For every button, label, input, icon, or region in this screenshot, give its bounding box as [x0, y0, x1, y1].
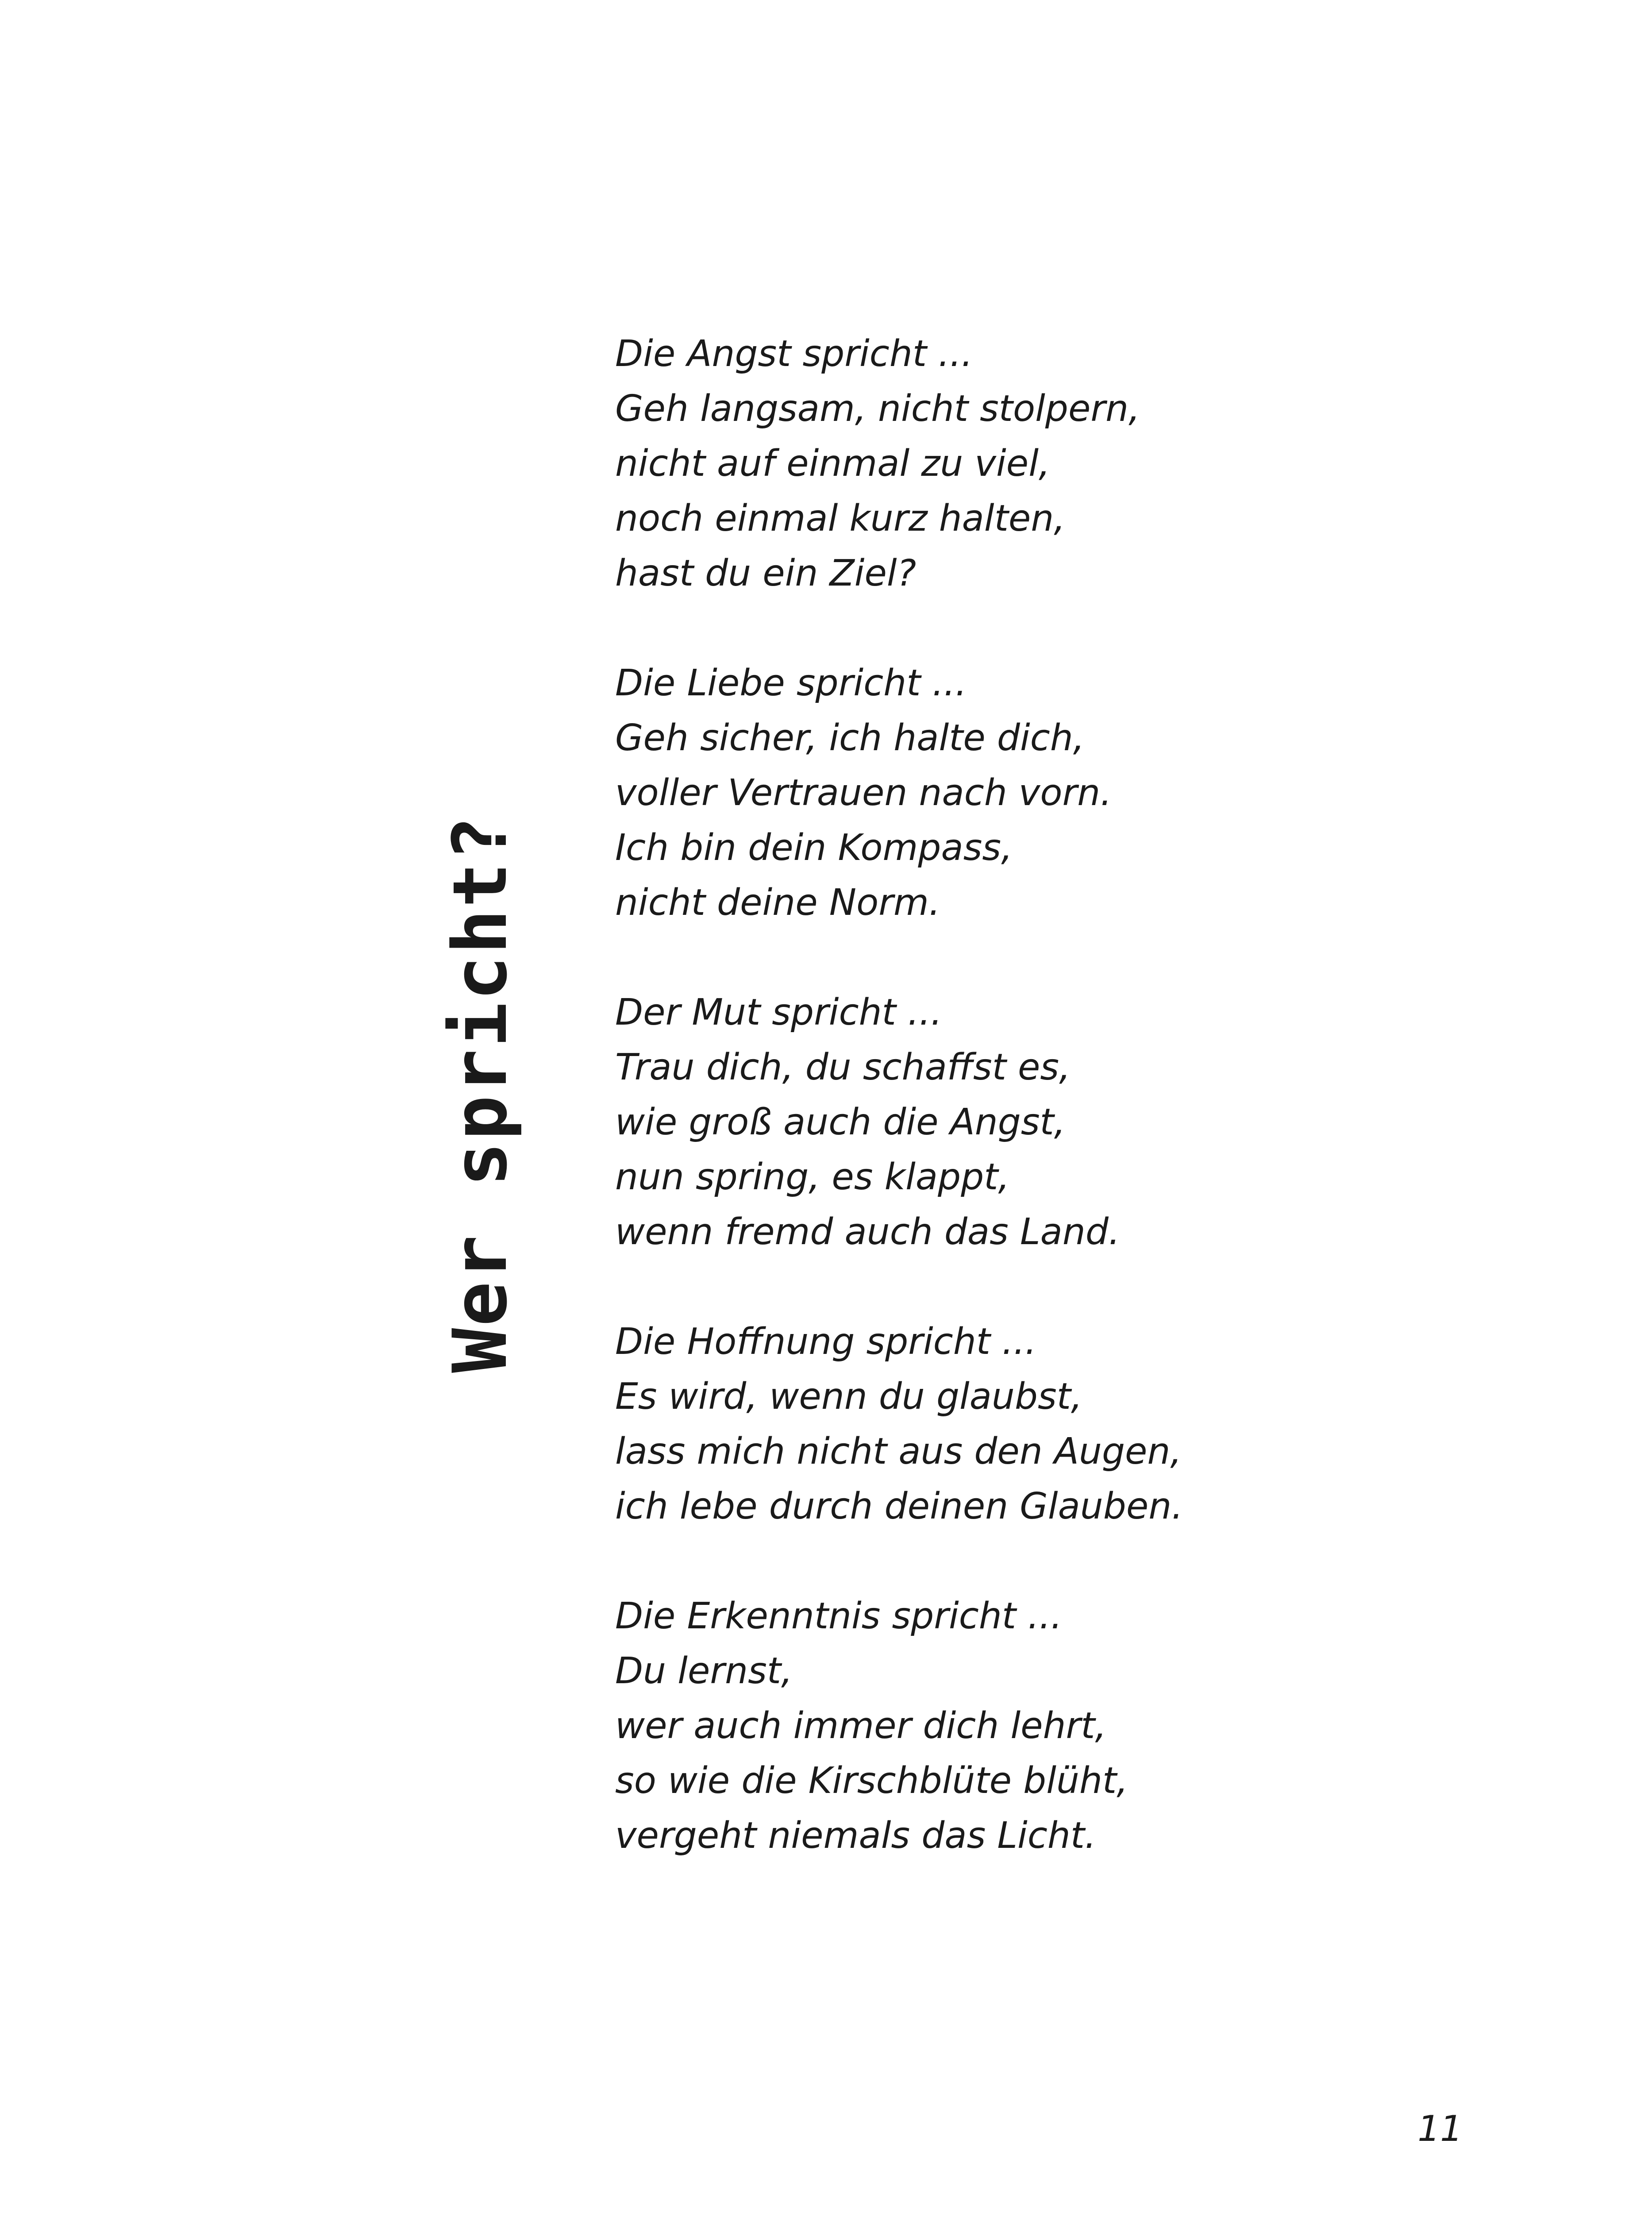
poem-line: so wie die Kirschblüte blüht, [615, 1760, 1128, 1802]
poem-line: lass mich nicht aus den Augen, [615, 1430, 1182, 1473]
poem-line: Du lernst, [615, 1650, 793, 1692]
page-number: 11 [1417, 2108, 1463, 2149]
poem-body [615, 327, 1500, 1863]
poem-line: nicht auf einmal zu viel, [615, 443, 1051, 485]
poem-line: nicht deine Norm. [615, 882, 940, 924]
poem-line: Die Erkenntnis spricht ... [615, 1595, 1063, 1637]
poem-line: vergeht niemals das Licht. [615, 1815, 1097, 1857]
poem-line: voller Vertrauen nach vorn. [615, 772, 1112, 814]
stanza-hoffnung [615, 1315, 1500, 1534]
poem-line: Ich bin dein Kompass, [615, 827, 1013, 869]
poem-line: Geh langsam, nicht stolpern, [615, 388, 1140, 430]
poem-line: nun spring, es klappt, [615, 1156, 1010, 1198]
poem-line: wer auch immer dich lehrt, [615, 1705, 1107, 1747]
poem-line: Die Hoffnung spricht ... [615, 1321, 1037, 1363]
poem-line: Die Liebe spricht ... [615, 662, 967, 704]
poem-line: Trau dich, du schaffst es, [615, 1046, 1071, 1088]
poem-line: noch einmal kurz halten, [615, 497, 1066, 540]
poem-line: Die Angst spricht ... [615, 333, 973, 375]
stanza-mut [615, 985, 1500, 1260]
poem-line: wie groß auch die Angst, [615, 1101, 1066, 1143]
poem-line: wenn fremd auch das Land. [615, 1211, 1120, 1253]
poem-line: Es wird, wenn du glaubst, [615, 1376, 1082, 1418]
stanza-erkenntnis [615, 1589, 1500, 1863]
poem-line: hast du ein Ziel? [615, 552, 916, 594]
poem-title: Wer spricht? [437, 814, 524, 1373]
poem-line: Geh sicher, ich halte dich, [615, 717, 1085, 759]
poem-line: ich lebe durch deinen Glauben. [615, 1485, 1183, 1527]
poem-line: Der Mut spricht ... [615, 991, 943, 1033]
stanza-liebe [615, 656, 1500, 930]
stanza-angst [615, 327, 1500, 601]
